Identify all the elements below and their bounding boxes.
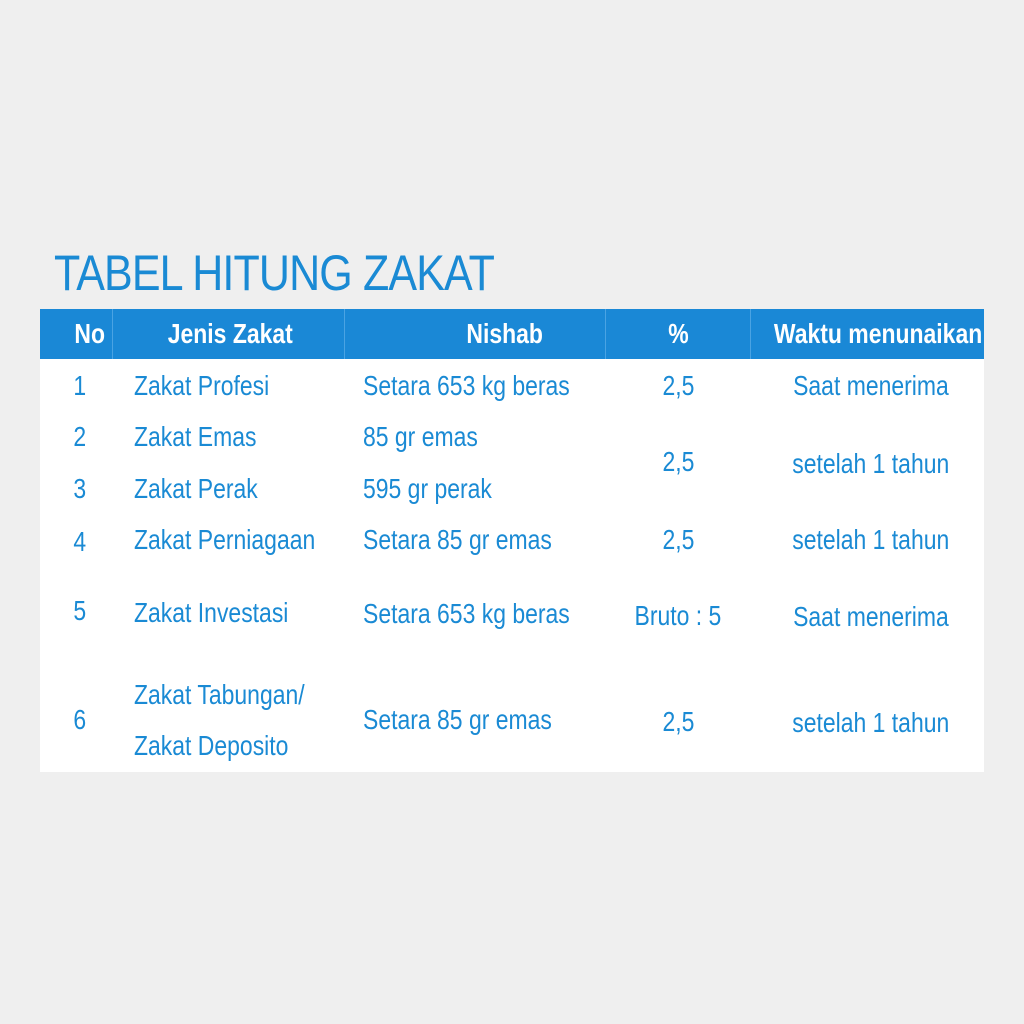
cell-persen: 2,5 <box>662 706 694 737</box>
header-divider <box>344 309 345 359</box>
page-title: TABEL HITUNG ZAKAT <box>54 245 495 301</box>
cell-nishab: 595 gr perak <box>363 473 492 504</box>
cell-nishab: Setara 85 gr emas <box>363 524 552 555</box>
cell-no: 2 <box>73 421 87 452</box>
cell-no: 6 <box>73 704 87 735</box>
cell-no: 5 <box>73 595 87 626</box>
header-no: No <box>74 318 106 349</box>
cell-persen: 2,5 <box>662 370 694 401</box>
cell-nishab: Setara 85 gr emas <box>363 704 552 735</box>
table-header <box>40 309 984 359</box>
header-persen: % <box>667 318 689 349</box>
cell-waktu: setelah 1 tahun <box>792 707 950 738</box>
header-waktu-menunaikan: Waktu menunaikan <box>773 318 983 349</box>
zakat-table <box>40 309 984 772</box>
cell-jenis-zakat-line2: Zakat Deposito <box>134 730 289 761</box>
header-jenis-zakat: Jenis Zakat <box>167 318 293 349</box>
cell-nishab: 85 gr emas <box>363 421 478 452</box>
cell-waktu: Saat menerima <box>793 601 949 632</box>
header-divider <box>112 309 113 359</box>
cell-persen-merged: 2,5 <box>662 446 694 477</box>
cell-jenis-zakat: Zakat Emas <box>134 421 257 452</box>
cell-no: 1 <box>73 370 87 401</box>
cell-waktu-merged: setelah 1 tahun <box>792 448 950 479</box>
cell-jenis-zakat-line1: Zakat Tabungan/ <box>134 679 305 710</box>
cell-no: 4 <box>73 526 87 557</box>
cell-waktu: Saat menerima <box>793 370 949 401</box>
cell-persen: Bruto : 5 <box>634 600 722 631</box>
cell-nishab: Setara 653 kg beras <box>363 370 570 401</box>
cell-jenis-zakat: Zakat Investasi <box>134 597 289 628</box>
cell-no: 3 <box>73 473 87 504</box>
cell-jenis-zakat: Zakat Perniagaan <box>134 524 316 555</box>
cell-jenis-zakat: Zakat Profesi <box>134 370 270 401</box>
header-nishab: Nishab <box>466 318 544 349</box>
cell-waktu: setelah 1 tahun <box>792 524 950 555</box>
cell-jenis-zakat: Zakat Perak <box>134 473 258 504</box>
cell-persen: 2,5 <box>662 524 694 555</box>
cell-nishab: Setara 653 kg beras <box>363 598 570 629</box>
